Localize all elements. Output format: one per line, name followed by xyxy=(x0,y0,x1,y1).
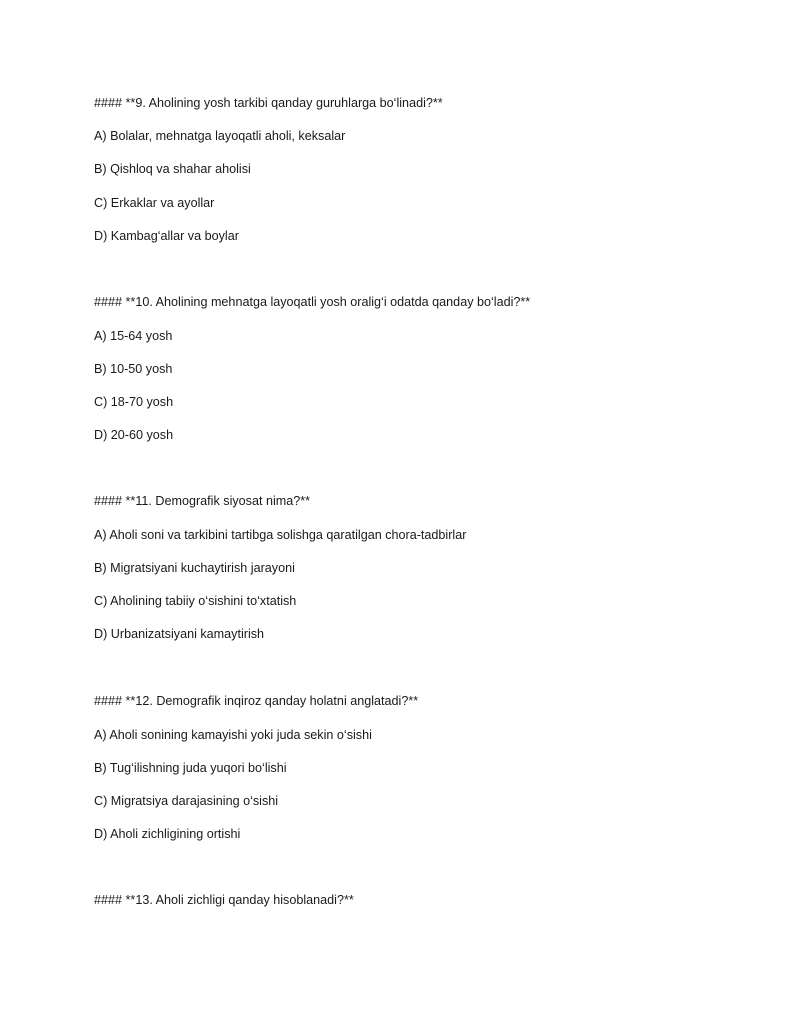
answer-option-b: B) Tug‘ilishning juda yuqori bo‘lishi xyxy=(94,761,287,775)
answer-option-c: C) Aholining tabiiy o‘sishini to‘xtatish xyxy=(94,594,297,608)
answer-option-b: B) Migratsiyani kuchaytirish jarayoni xyxy=(94,561,295,575)
question-heading: #### **9. Aholining yosh tarkibi qanday guruhlarga bo‘linadi?** xyxy=(94,96,443,110)
answer-option-d: D) 20-60 yosh xyxy=(94,428,174,442)
answer-option-d: D) Aholi zichligining ortishi xyxy=(94,827,241,841)
answer-option-b: B) Qishloq va shahar aholisi xyxy=(94,162,251,176)
question-heading: #### **13. Aholi zichligi qanday hisoblanadi?** xyxy=(94,893,354,907)
question-heading: #### **11. Demografik siyosat nima?** xyxy=(94,494,311,508)
answer-option-a: A) Aholi soni va tarkibini tartibga solishga qaratilgan chora-tadbirlar xyxy=(94,528,467,542)
answer-option-b: B) 10-50 yosh xyxy=(94,362,173,376)
answer-option-a: A) Bolalar, mehnatga layoqatli aholi, keksalar xyxy=(94,129,346,143)
question-heading: #### **10. Aholining mehnatga layoqatli yosh oralig‘i odatda qanday bo‘ladi?** xyxy=(94,295,531,309)
question-heading: #### **12. Demografik inqiroz qanday holatni anglatadi?** xyxy=(94,694,419,708)
answer-option-d: D) Kambag‘allar va boylar xyxy=(94,229,239,243)
answer-option-d: D) Urbanizatsiyani kamaytirish xyxy=(94,627,265,641)
answer-option-a: A) Aholi sonining kamayishi yoki juda sekin o‘sishi xyxy=(94,728,372,742)
answer-option-c: C) Erkaklar va ayollar xyxy=(94,196,215,210)
answer-option-c: C) 18-70 yosh xyxy=(94,395,174,409)
answer-option-a: A) 15-64 yosh xyxy=(94,329,173,343)
answer-option-c: C) Migratsiya darajasining o‘sishi xyxy=(94,794,279,808)
